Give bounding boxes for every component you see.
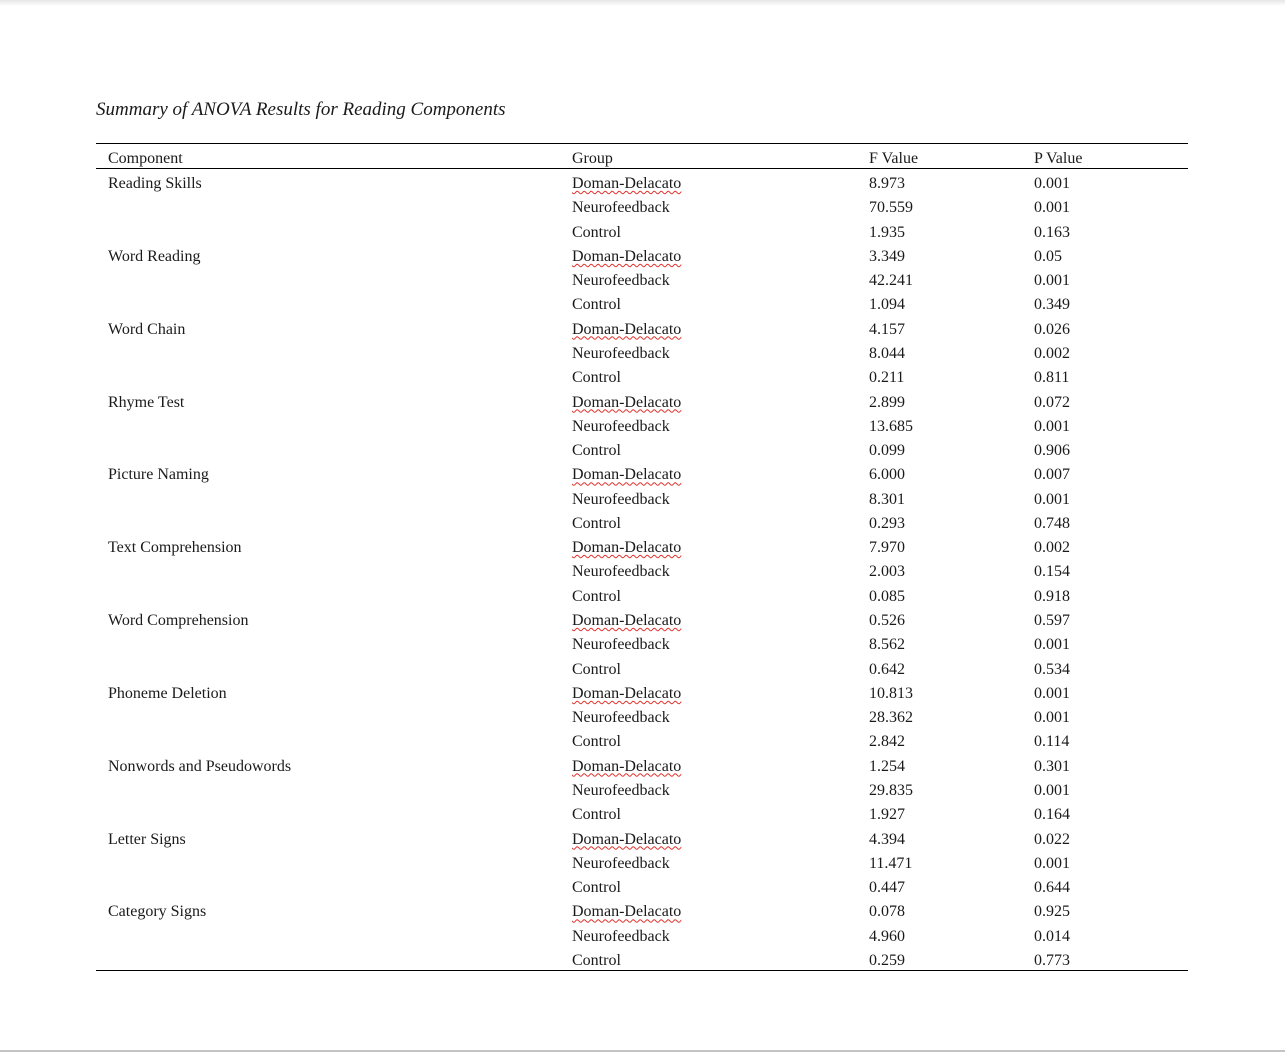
cell-group: Neurofeedback: [572, 854, 670, 872]
cell-p-value: 0.918: [1034, 587, 1070, 605]
cell-p-value: 0.114: [1034, 733, 1070, 751]
cell-group: Doman-Delacato: [572, 247, 682, 265]
cell-group: Control: [572, 587, 621, 605]
cell-f-value: 11.471: [869, 854, 913, 872]
cell-group: Control: [572, 514, 621, 532]
cell-f-value: 0.293: [869, 514, 905, 532]
cell-p-value: 0.644: [1034, 879, 1070, 897]
cell-group: Doman-Delacato: [572, 320, 682, 338]
cell-p-value: 0.301: [1034, 757, 1070, 775]
cell-group: Control: [572, 223, 621, 241]
cell-component: Letter Signs: [108, 830, 186, 848]
cell-f-value: 8.044: [869, 344, 905, 362]
cell-f-value: 0.259: [869, 951, 905, 969]
cell-p-value: 0.748: [1034, 514, 1070, 532]
cell-component: Nonwords and Pseudowords: [108, 757, 292, 775]
cell-group: Doman-Delacato: [572, 393, 682, 411]
cell-p-value: 0.026: [1034, 320, 1070, 338]
cell-component: Word Chain: [108, 320, 186, 338]
cell-p-value: 0.007: [1034, 466, 1070, 484]
cell-p-value: 0.001: [1034, 417, 1070, 435]
cell-f-value: 8.301: [869, 490, 905, 508]
cell-group: Neurofeedback: [572, 344, 670, 362]
header-component: Component: [108, 150, 183, 167]
cell-p-value: 0.014: [1034, 927, 1070, 945]
cell-group: Doman-Delacato: [572, 830, 682, 848]
cell-f-value: 8.562: [869, 636, 905, 654]
cell-component: Phoneme Deletion: [108, 684, 227, 702]
cell-f-value: 4.157: [869, 320, 905, 338]
cell-p-value: 0.925: [1034, 903, 1070, 921]
cell-group: Control: [572, 733, 621, 751]
cell-p-value: 0.002: [1034, 344, 1070, 362]
cell-f-value: 0.211: [869, 369, 905, 387]
cell-f-value: 0.642: [869, 660, 905, 678]
cell-group: Doman-Delacato: [572, 684, 682, 702]
cell-group: Control: [572, 951, 621, 969]
cell-p-value: 0.001: [1034, 272, 1070, 290]
cell-group: Neurofeedback: [572, 563, 670, 581]
cell-f-value: 0.099: [869, 442, 905, 460]
cell-f-value: 0.447: [869, 879, 905, 897]
cell-f-value: 1.254: [869, 757, 905, 775]
cell-p-value: 0.163: [1034, 223, 1070, 241]
cell-p-value: 0.534: [1034, 660, 1070, 678]
cell-p-value: 0.001: [1034, 199, 1070, 217]
cell-group: Doman-Delacato: [572, 466, 682, 484]
cell-group: Doman-Delacato: [572, 539, 682, 557]
cell-p-value: 0.001: [1034, 684, 1070, 702]
cell-f-value: 6.000: [869, 466, 905, 484]
cell-component: Text Comprehension: [108, 539, 242, 557]
cell-p-value: 0.906: [1034, 442, 1070, 460]
cell-f-value: 28.362: [869, 709, 913, 727]
cell-f-value: 42.241: [869, 272, 913, 290]
cell-p-value: 0.001: [1034, 709, 1070, 727]
cell-p-value: 0.811: [1034, 369, 1070, 387]
cell-f-value: 2.899: [869, 393, 905, 411]
cell-p-value: 0.05: [1034, 247, 1062, 265]
cell-p-value: 0.022: [1034, 830, 1070, 848]
cell-f-value: 2.003: [869, 563, 905, 581]
cell-f-value: 4.394: [869, 830, 905, 848]
cell-p-value: 0.773: [1034, 951, 1070, 969]
cell-f-value: 3.349: [869, 247, 905, 265]
cell-f-value: 2.842: [869, 733, 905, 751]
cell-p-value: 0.072: [1034, 393, 1070, 411]
cell-group: Neurofeedback: [572, 490, 670, 508]
cell-f-value: 4.960: [869, 927, 905, 945]
cell-group: Neurofeedback: [572, 272, 670, 290]
cell-p-value: 0.001: [1034, 490, 1070, 508]
table-header-rule: [96, 168, 1188, 169]
cell-p-value: 0.001: [1034, 636, 1070, 654]
cell-component: Category Signs: [108, 903, 207, 921]
cell-p-value: 0.597: [1034, 612, 1070, 630]
cell-p-value: 0.001: [1034, 854, 1070, 872]
cell-f-value: 0.078: [869, 903, 905, 921]
cell-group: Control: [572, 879, 621, 897]
cell-f-value: 70.559: [869, 199, 913, 217]
cell-group: Control: [572, 296, 621, 314]
cell-group: Control: [572, 369, 621, 387]
cell-group: Neurofeedback: [572, 636, 670, 654]
cell-p-value: 0.349: [1034, 296, 1070, 314]
header-group: Group: [572, 150, 613, 167]
cell-component: Rhyme Test: [108, 393, 185, 411]
cell-p-value: 0.002: [1034, 539, 1070, 557]
cell-group: Doman-Delacato: [572, 757, 682, 775]
cell-f-value: 13.685: [869, 417, 913, 435]
cell-component: Reading Skills: [108, 175, 202, 192]
cell-group: Neurofeedback: [572, 709, 670, 727]
cell-f-value: 10.813: [869, 684, 913, 702]
cell-group: Control: [572, 806, 621, 824]
table-caption: Summary of ANOVA Results for Reading Components: [96, 99, 506, 120]
cell-p-value: 0.001: [1034, 175, 1070, 192]
cell-group: Doman-Delacato: [572, 175, 682, 192]
cell-group: Neurofeedback: [572, 417, 670, 435]
cell-component: Word Comprehension: [108, 612, 249, 630]
cell-component: Picture Naming: [108, 466, 209, 484]
cell-f-value: 1.935: [869, 223, 905, 241]
cell-p-value: 0.154: [1034, 563, 1070, 581]
cell-p-value: 0.001: [1034, 782, 1070, 799]
cell-f-value: 0.526: [869, 612, 905, 630]
header-p-value: P Value: [1034, 150, 1083, 167]
header-f-value: F Value: [869, 150, 919, 167]
cell-group: Neurofeedback: [572, 927, 670, 945]
window-top-edge: [0, 0, 1285, 6]
cell-f-value: 0.085: [869, 587, 905, 605]
cell-f-value: 8.973: [869, 175, 905, 192]
cell-f-value: 29.835: [869, 782, 913, 799]
cell-p-value: 0.164: [1034, 806, 1070, 824]
cell-group: Neurofeedback: [572, 782, 670, 799]
cell-group: Neurofeedback: [572, 199, 670, 217]
cell-group: Control: [572, 442, 621, 460]
cell-f-value: 1.927: [869, 806, 905, 824]
table-top-rule: [96, 143, 1188, 144]
cell-component: Word Reading: [108, 247, 201, 265]
cell-group: Doman-Delacato: [572, 612, 682, 630]
cell-group: Doman-Delacato: [572, 903, 682, 921]
cell-group: Control: [572, 660, 621, 678]
cell-f-value: 1.094: [869, 296, 905, 314]
table-bottom-rule: [96, 970, 1188, 971]
cell-f-value: 7.970: [869, 539, 905, 557]
